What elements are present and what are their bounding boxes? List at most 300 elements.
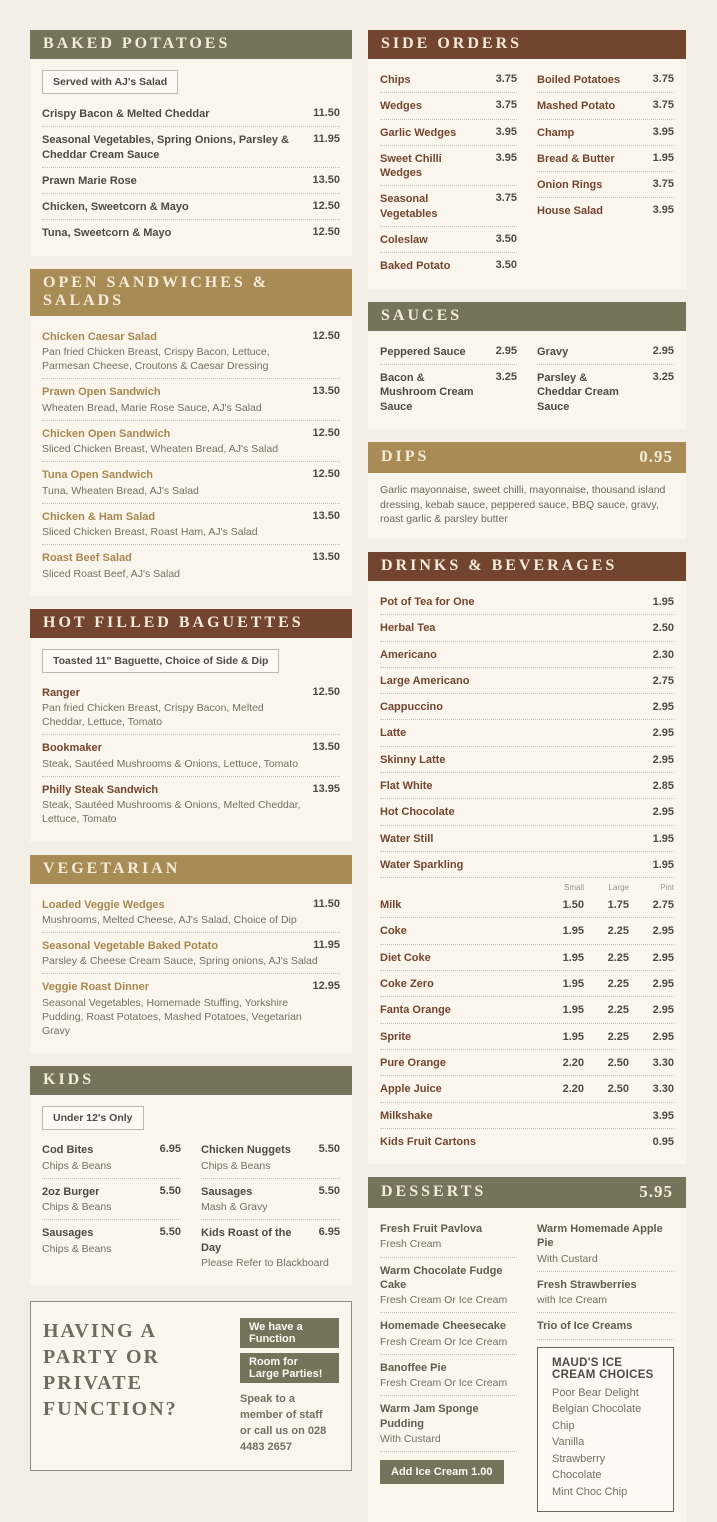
- dips-description: Garlic mayonnaise, sweet chilli, mayonnaise, thousand island dressing, kebab sauce, peppered sauce, BBQ sauce, gravy, roast garlic & parsley butter: [380, 483, 666, 526]
- item-description: Fresh Cream: [380, 1238, 442, 1251]
- price-large: 1.75: [607, 899, 629, 912]
- item-price: 12.50: [312, 329, 340, 342]
- sauces-column-1: [380, 339, 517, 419]
- section-content: [30, 316, 352, 596]
- item-name: Warm Chocolate Fudge Cake: [380, 1264, 503, 1291]
- item-name: Prawn Open Sandwich: [42, 386, 161, 399]
- menu-item: [42, 1220, 181, 1260]
- item-price: 3.50: [495, 233, 517, 246]
- section-header-side-orders: [368, 30, 686, 59]
- item-name: Warm Homemade Apple Pie: [537, 1223, 663, 1250]
- section-title: DIPS: [381, 447, 430, 465]
- price-pint: 2.95: [652, 1004, 674, 1017]
- menu-item: [380, 1313, 517, 1354]
- item-price: 3.75: [652, 73, 674, 85]
- item-price: 2.75: [652, 674, 674, 687]
- item-name: Cod Bites: [42, 1144, 94, 1157]
- item-price: 5.50: [159, 1184, 181, 1197]
- item-name: Kids Roast of the Day: [201, 1227, 292, 1254]
- menu-item: [42, 777, 340, 832]
- section-header-baked-potatoes: [30, 30, 352, 59]
- item-description: Mash & Gravy: [201, 1201, 268, 1214]
- item-price: 1.95: [652, 151, 674, 164]
- section-dips: [368, 442, 686, 539]
- item-description: Fresh Cream Or Ice Cream: [380, 1377, 508, 1390]
- menu-item: [42, 379, 340, 420]
- item-name: Pot of Tea for One: [380, 595, 475, 608]
- item-name: Diet Coke: [380, 951, 431, 964]
- item-name: Garlic Wedges: [380, 126, 457, 139]
- item-price: 1.95: [652, 595, 674, 608]
- item-price: 12.50: [312, 468, 340, 481]
- item-name: Seasonal Vegetable Baked Potato: [42, 939, 219, 952]
- sauces-columns: [380, 339, 674, 419]
- menu-item: [380, 339, 517, 365]
- item-name: Seasonal Vegetables, Spring Onions, Parsley & Cheddar Cream Sauce: [42, 134, 289, 161]
- menu-item: [380, 918, 674, 944]
- item-name: Crispy Bacon & Melted Cheddar: [42, 108, 210, 120]
- size-label-pint: Pint: [660, 883, 674, 893]
- drink-size-header: [380, 878, 674, 892]
- party-banner: [30, 1301, 352, 1471]
- item-price: 6.95: [159, 1143, 181, 1156]
- price-pint: 2.95: [652, 1030, 674, 1043]
- section-content: [30, 59, 352, 256]
- menu-item: [42, 735, 340, 776]
- sauces-column-2: [537, 339, 674, 419]
- flavour-item: Poor Bear Delight: [552, 1386, 639, 1399]
- menu-item: [380, 997, 674, 1023]
- menu-item: [537, 120, 674, 146]
- item-name: Bacon & Mushroom Cream Sauce: [380, 371, 474, 413]
- item-name: Pure Orange: [380, 1056, 447, 1069]
- item-name: Apple Juice: [380, 1083, 442, 1096]
- price-small: 1.95: [562, 1030, 584, 1043]
- section-title: HOT FILLED BAGUETTES: [43, 613, 304, 631]
- item-name: Skinny Latte: [380, 753, 446, 766]
- menu-item: [42, 892, 340, 933]
- item-description: Mushrooms, Melted Cheese, AJ's Salad, Choice of Dip: [42, 913, 297, 926]
- menu-item: [380, 892, 674, 918]
- item-price: 3.75: [495, 192, 517, 205]
- menu-item: [42, 504, 340, 545]
- item-description: Pan fried Chicken Breast, Crispy Bacon, Lettuce, Parmesan Cheese, Croutons & Caesar Dressing: [42, 346, 270, 373]
- party-title: HAVING A PARTY OR PRIVATE FUNCTION?: [43, 1319, 178, 1420]
- item-price: 2.95: [652, 806, 674, 819]
- menu-item: [380, 146, 517, 187]
- kids-column-2: [201, 1137, 340, 1275]
- price-small: 1.95: [562, 951, 584, 964]
- item-name: Chicken & Ham Salad: [42, 510, 156, 523]
- section-baked-potatoes: [30, 30, 352, 256]
- menu-item: [42, 1137, 181, 1178]
- flavour-item: Mint Choc Chip: [552, 1485, 628, 1498]
- menu-item: [42, 680, 340, 736]
- party-chip-1: We have a Function: [240, 1318, 339, 1348]
- item-name: Americano: [380, 648, 437, 661]
- item-price: 3.95: [495, 151, 517, 164]
- item-description: Chips & Beans: [42, 1159, 112, 1172]
- menu-item: [42, 933, 340, 974]
- item-name: Chicken Nuggets: [201, 1144, 291, 1157]
- item-price: 3.75: [495, 99, 517, 112]
- item-name: Seasonal Vegetables: [380, 193, 438, 220]
- item-price: 2.30: [652, 648, 674, 661]
- section-price: 0.95: [639, 446, 673, 466]
- section-title: VEGETARIAN: [43, 859, 181, 877]
- party-note: [240, 1392, 339, 1456]
- item-price: 12.50: [312, 426, 340, 439]
- item-description: Seasonal Vegetables, Homemade Stuffing, Yorkshire Pudding, Roast Potatoes, Mashed Potatoes, Vegetarian Gravy: [42, 996, 302, 1038]
- section-title: SIDE ORDERS: [381, 35, 523, 52]
- item-name: Wedges: [380, 100, 422, 113]
- item-name: Chicken, Sweetcorn & Mayo: [42, 201, 189, 214]
- menu-item: [380, 1129, 674, 1154]
- item-name: Sweet Chilli Wedges: [380, 152, 442, 180]
- menu-item: [42, 462, 340, 503]
- section-desserts: [368, 1177, 686, 1522]
- menu-item: [537, 93, 674, 119]
- item-name: Fanta Orange: [380, 1004, 451, 1017]
- item-description: Sliced Chicken Breast, Wheaten Bread, AJ's Salad: [42, 443, 279, 456]
- maud-ice-cream-box: [537, 1347, 674, 1513]
- item-name: Roast Beef Salad: [42, 552, 132, 565]
- price-small: 2.20: [562, 1056, 584, 1069]
- price-pint: 2.75: [652, 899, 674, 912]
- item-description: Chips & Beans: [42, 1201, 112, 1214]
- menu-item: [201, 1137, 340, 1178]
- item-name: Boiled Potatoes: [537, 74, 621, 86]
- item-price: 11.95: [313, 938, 340, 951]
- menu-item: [380, 945, 674, 971]
- menu-item: [380, 120, 517, 146]
- item-name: Water Still: [380, 832, 434, 845]
- item-name: Water Sparkling: [380, 858, 464, 871]
- menu-item: [42, 974, 340, 1043]
- menu-item: [537, 198, 674, 223]
- menu-item: [42, 1179, 181, 1220]
- menu-item: [380, 93, 517, 119]
- menu-item: [42, 324, 340, 380]
- menu-item: [380, 799, 674, 825]
- section-badge: Under 12's Only: [42, 1106, 144, 1130]
- section-title: DRINKS & BEVERAGES: [381, 556, 618, 574]
- menu-item: [537, 1272, 674, 1313]
- item-description: Fresh Cream Or Ice Cream: [380, 1294, 508, 1307]
- item-name: Large Americano: [380, 674, 470, 687]
- item-name: Loaded Veggie Wedges: [42, 898, 165, 911]
- menu-item: [537, 1313, 674, 1339]
- section-header-open-sandwiches: [30, 269, 352, 316]
- menu-item: [380, 227, 517, 253]
- section-open-sandwiches: [30, 269, 352, 596]
- section-header-hot-baguettes: [30, 609, 352, 638]
- item-price: 1.95: [652, 858, 674, 871]
- item-description: with Ice Cream: [537, 1294, 608, 1307]
- menu-item: [380, 1258, 517, 1314]
- menu-item: [380, 1076, 674, 1102]
- price-large: 2.25: [607, 951, 629, 964]
- section-title: SAUCES: [381, 306, 463, 324]
- item-price: 13.95: [312, 782, 340, 795]
- menu-item: [380, 589, 674, 615]
- menu-item: [42, 545, 340, 585]
- item-name: Trio of Ice Creams: [537, 1320, 633, 1333]
- item-name: Chips: [380, 74, 411, 86]
- menu-item: [380, 365, 517, 419]
- price-pint: 2.95: [652, 951, 674, 964]
- party-chip-2: Room for Large Parties!: [240, 1353, 339, 1383]
- menu-item: [537, 67, 674, 93]
- item-name: Chicken Caesar Salad: [42, 330, 157, 343]
- item-price: 13.50: [312, 173, 340, 186]
- menu-item: [380, 773, 674, 799]
- menu-item: [42, 220, 340, 245]
- price-large: 2.50: [607, 1083, 629, 1096]
- item-description: Parsley & Cheese Cream Sauce, Spring onions, AJ's Salad: [42, 955, 318, 968]
- section-content: [368, 331, 686, 429]
- section-side-orders: [368, 30, 686, 289]
- item-name: Bookmaker: [42, 742, 102, 755]
- item-name: Latte: [380, 727, 407, 740]
- size-label-small: Small: [563, 883, 584, 893]
- item-price: 2.95: [652, 753, 674, 766]
- item-price: 2.95: [652, 727, 674, 740]
- desserts-column-1: [380, 1216, 517, 1512]
- side-orders-column-2: [537, 67, 674, 279]
- item-description: Chips & Beans: [201, 1159, 271, 1172]
- item-price: 3.25: [652, 370, 674, 383]
- item-name: Tuna, Sweetcorn & Mayo: [42, 227, 172, 240]
- price-large: 2.25: [607, 925, 629, 938]
- item-price: 5.50: [318, 1143, 340, 1156]
- item-name: Gravy: [537, 345, 569, 358]
- item-price: 5.50: [318, 1184, 340, 1197]
- item-name: Banoffee Pie: [380, 1361, 447, 1374]
- menu-item: [380, 668, 674, 694]
- item-name: Peppered Sauce: [380, 345, 466, 358]
- section-content: [30, 638, 352, 842]
- menu-item: [380, 1024, 674, 1050]
- menu-item: [380, 67, 517, 93]
- item-price: 12.50: [312, 200, 340, 213]
- menu-item: [537, 365, 674, 419]
- item-price: 3.75: [652, 178, 674, 191]
- section-content: [368, 581, 686, 1164]
- price-large: 2.25: [607, 1004, 629, 1017]
- item-price: 3.95: [495, 125, 517, 138]
- item-name: Baked Potato: [380, 260, 451, 273]
- price-large: 2.25: [607, 1030, 629, 1043]
- maud-box-title: MAUD'S ICE CREAM CHOICES: [552, 1356, 654, 1381]
- price-pint: 0.95: [652, 1135, 674, 1148]
- item-price: 2.85: [652, 780, 674, 792]
- menu-item: [42, 127, 340, 168]
- menu-item: [201, 1220, 340, 1275]
- item-name: Onion Rings: [537, 179, 603, 192]
- flavour-item: Chocolate: [552, 1469, 602, 1482]
- menu-item: [380, 253, 517, 278]
- side-orders-column-1: [380, 67, 517, 279]
- menu-item: [380, 615, 674, 641]
- section-header-desserts: [368, 1177, 686, 1208]
- section-header-vegetarian: [30, 855, 352, 884]
- item-description: Sliced Roast Beef, AJ's Salad: [42, 567, 180, 580]
- item-name: Parsley & Cheddar Cream Sauce: [537, 371, 619, 413]
- section-vegetarian: [30, 855, 352, 1054]
- section-content: [368, 59, 686, 289]
- item-name: Fresh Strawberries: [537, 1278, 637, 1291]
- section-header-kids: [30, 1066, 352, 1095]
- item-description: Please Refer to Blackboard: [201, 1256, 329, 1269]
- section-price: 5.95: [639, 1182, 673, 1202]
- left-column: [30, 30, 352, 1453]
- item-price: 12.50: [312, 685, 340, 698]
- item-description: Sliced Chicken Breast, Roast Ham, AJ's Salad: [42, 526, 258, 539]
- item-price: 3.75: [652, 99, 674, 112]
- section-title: DESSERTS: [381, 1183, 487, 1201]
- section-title: BAKED POTATOES: [43, 35, 231, 52]
- item-price: 5.50: [159, 1226, 181, 1239]
- item-name: Sprite: [380, 1030, 412, 1043]
- price-pint: 3.30: [652, 1056, 674, 1069]
- item-price: 13.50: [312, 385, 340, 398]
- menu-item: [380, 971, 674, 997]
- item-name: Coke Zero: [380, 978, 434, 991]
- item-name: Ranger: [42, 686, 80, 699]
- item-name: Cappuccino: [380, 701, 443, 714]
- section-kids: [30, 1066, 352, 1285]
- side-orders-columns: [380, 67, 674, 279]
- kids-columns: [42, 1137, 340, 1275]
- item-name: Milk: [380, 899, 402, 912]
- item-description: Fresh Cream Or Ice Cream: [380, 1335, 508, 1348]
- menu-item: [201, 1179, 340, 1220]
- item-name: Herbal Tea: [380, 622, 436, 635]
- flavour-item: Strawberry: [552, 1452, 606, 1465]
- item-description: With Custard: [380, 1432, 441, 1445]
- party-note-line1: Speak to a member of staff: [240, 1392, 323, 1421]
- item-description: With Custard: [537, 1252, 598, 1265]
- menu-item: [380, 694, 674, 720]
- flavour-item: Vanilla: [552, 1436, 585, 1449]
- item-name: Tuna Open Sandwich: [42, 469, 154, 482]
- party-note-line2: or call us on 028 4483 2657: [240, 1424, 327, 1453]
- item-price: 2.50: [652, 622, 674, 635]
- menu-item: [537, 339, 674, 365]
- item-name: Milkshake: [380, 1109, 433, 1122]
- section-content: [30, 884, 352, 1054]
- item-price: 3.75: [495, 73, 517, 85]
- menu-item: [380, 1103, 674, 1129]
- price-small: 2.20: [562, 1083, 584, 1096]
- item-name: Mashed Potato: [537, 100, 616, 113]
- section-content: [368, 1208, 686, 1522]
- price-small: 1.95: [562, 925, 584, 938]
- add-ice-cream-badge: Add Ice Cream 1.00: [380, 1460, 504, 1484]
- item-price: 11.95: [313, 133, 340, 146]
- right-column: [368, 30, 686, 1498]
- item-price: 11.50: [313, 107, 340, 119]
- item-price: 2.95: [652, 701, 674, 714]
- item-name: House Salad: [537, 205, 604, 218]
- item-name: Bread & Butter: [537, 152, 615, 165]
- item-description: Tuna, Wheaten Bread, AJ's Salad: [42, 484, 199, 497]
- item-name: Prawn Marie Rose: [42, 174, 137, 187]
- menu-item: [42, 421, 340, 462]
- item-name: Homemade Cheesecake: [380, 1320, 506, 1333]
- kids-column-1: [42, 1137, 181, 1275]
- section-badge: Toasted 11" Baguette, Choice of Side & Dip: [42, 649, 279, 673]
- item-name: Warm Jam Sponge Pudding: [380, 1403, 479, 1430]
- menu-item: [537, 172, 674, 198]
- menu-item: [380, 642, 674, 668]
- item-price: 3.50: [495, 259, 517, 272]
- item-name: Coke: [380, 925, 407, 938]
- item-name: Veggie Roast Dinner: [42, 981, 149, 994]
- section-header-sauces: [368, 302, 686, 331]
- section-header-drinks: [368, 552, 686, 581]
- price-small: 1.95: [562, 978, 584, 991]
- menu-item: [380, 1216, 517, 1257]
- menu-item: [380, 1355, 517, 1396]
- item-description: Steak, Sautéed Mushrooms & Onions, Melted Cheddar, Lettuce, Tomato: [42, 799, 301, 826]
- section-badge: Served with AJ's Salad: [42, 70, 178, 94]
- price-large: 2.50: [607, 1056, 629, 1069]
- menu-item: [537, 1216, 674, 1272]
- item-name: Philly Steak Sandwich: [42, 783, 159, 796]
- item-description: Steak, Sautéed Mushrooms & Onions, Lettuce, Tomato: [42, 757, 299, 770]
- section-content: [30, 1095, 352, 1285]
- price-small: 1.95: [562, 1004, 584, 1017]
- item-price: 13.50: [312, 551, 340, 564]
- menu-item: [380, 1396, 517, 1452]
- menu-item: [42, 168, 340, 194]
- item-name: Coleslaw: [380, 234, 428, 247]
- desserts-columns: [380, 1216, 674, 1512]
- size-label-large: Large: [608, 883, 629, 893]
- item-name: Sausages: [201, 1185, 253, 1198]
- item-price: 13.50: [312, 509, 340, 522]
- party-details: [240, 1318, 339, 1456]
- item-name: Hot Chocolate: [380, 806, 455, 819]
- menu-item: [380, 852, 674, 878]
- item-price: 12.50: [312, 226, 340, 239]
- item-name: Flat White: [380, 780, 433, 792]
- item-price: 6.95: [318, 1226, 340, 1239]
- item-price: 11.50: [313, 897, 340, 910]
- item-price: 13.50: [312, 741, 340, 754]
- section-title: KIDS: [43, 1071, 95, 1089]
- item-price: 3.95: [652, 204, 674, 217]
- section-header-dips: [368, 442, 686, 473]
- menu-item: [380, 186, 517, 227]
- item-price: 3.95: [652, 125, 674, 138]
- item-name: Kids Fruit Cartons: [380, 1135, 476, 1148]
- menu-item: [380, 720, 674, 746]
- menu-item: [42, 194, 340, 220]
- menu-item: [537, 146, 674, 172]
- menu-item: [380, 1050, 674, 1076]
- price-pint: 2.95: [652, 925, 674, 938]
- section-drinks: [368, 552, 686, 1164]
- item-price: 1.95: [652, 832, 674, 845]
- item-price: 2.95: [495, 344, 517, 357]
- price-pint: 3.30: [652, 1083, 674, 1096]
- price-pint: 3.95: [652, 1109, 674, 1122]
- flavour-item: Belgian Chocolate Chip: [552, 1403, 642, 1432]
- menu-item: [380, 747, 674, 773]
